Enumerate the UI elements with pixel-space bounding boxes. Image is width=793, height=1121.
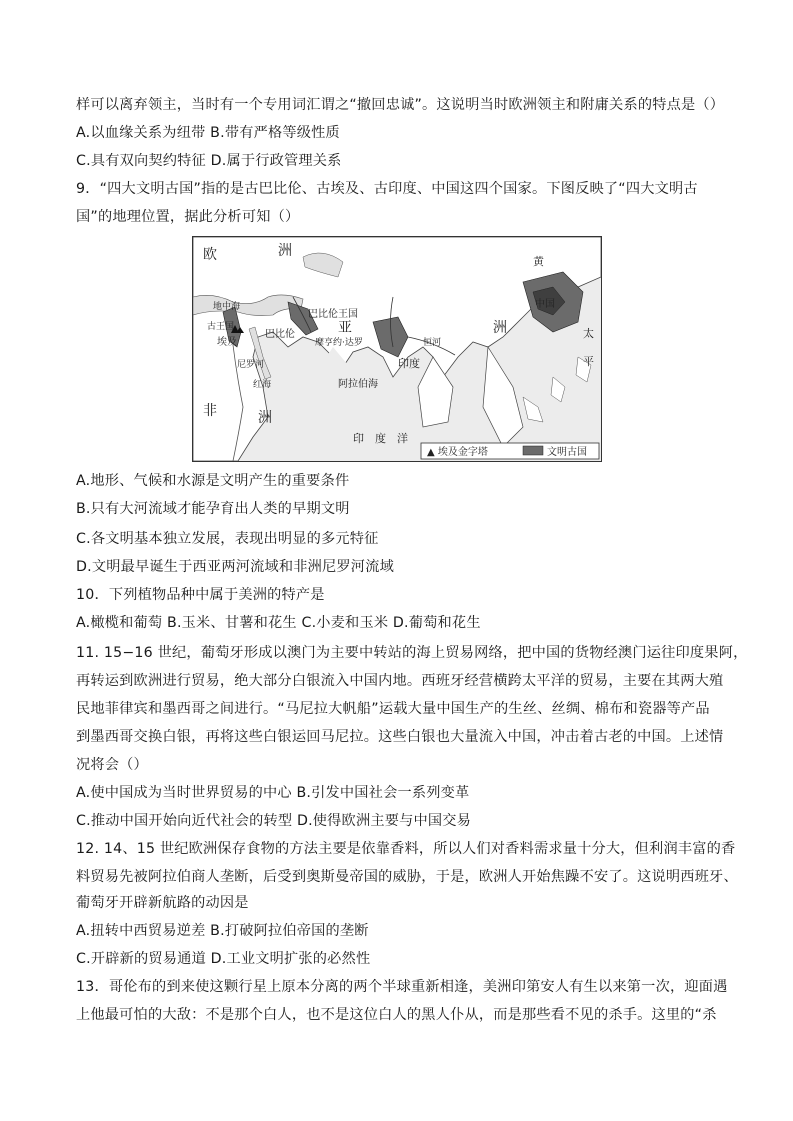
question-line: 13．哥伦布的到来使这颗行星上原本分离的两个半球重新相逢，美洲印第安人有生以来第一次，迎面遇 (76, 979, 728, 995)
label-africa: 非 (203, 403, 217, 419)
question-line: 葡萄牙开辟新航路的动因是 (76, 895, 249, 911)
question-line: 再转运到欧洲进行贸易，绝大部分白银流入中国内地。西班牙经营横跨太平洋的贸易，主要在其两大殖 (76, 673, 724, 689)
label-china: 中国 (535, 299, 555, 310)
legend-pyramid: ▲ 埃及金字塔 (427, 447, 488, 458)
label-red-sea: 红海 (253, 380, 272, 390)
label-pacific-2: 平 (583, 355, 594, 368)
label-asia-2: 洲 (493, 320, 507, 336)
question-line: 10．下列植物品种中属于美洲的特产是 (76, 587, 325, 603)
option-line: A.使中国成为当时世界贸易的中心 B.引发中国社会一系列变革 (76, 785, 470, 801)
legend-civilization: 文明古国 (547, 447, 587, 458)
label-europe-2: 洲 (278, 243, 292, 259)
label-egypt: 埃及 (217, 337, 237, 348)
option-line: A.以血缘关系为纽带 B.带有严格等级性质 (76, 125, 340, 141)
label-mohenjo-daro: 摩亨约·达罗 (315, 338, 363, 348)
question-line: 12. 14、15 世纪欧洲保存食物的方法主要是依靠香料，所以人们对香料需求量十分大，但利润丰富的香 (76, 841, 736, 857)
label-india: 印度 (398, 357, 420, 370)
question-line: 到墨西哥交换白银，再将这些白银运回马尼拉。这些白银也大量流入中国，冲击着古老的中国。上述情 (76, 729, 724, 745)
label-ganges: 恒河 (423, 338, 442, 348)
text-line: 样可以离弃领主，当时有一个专用词汇谓之“撤回忠诚”。这说明当时欧洲领主和附庸关系的特点是（） (76, 97, 725, 113)
question-line: 况将会（） (76, 757, 148, 773)
question-line: 国”的地理位置，据此分析可知（） (76, 209, 300, 225)
legend-civ-swatch (523, 446, 543, 455)
label-europe: 欧 (203, 247, 217, 263)
question-line: 上他最可怕的大敌：不是那个白人，也不是这位白人的黑人仆从，而是那些看不见的杀手。这里的“杀 (76, 1007, 717, 1023)
option-line: C.各文明基本独立发展，表现出明显的多元特征 (76, 531, 379, 547)
label-indian-ocean: 印 度 洋 (353, 432, 408, 445)
option-line: A.橄榄和葡萄 B.玉米、甘薯和花生 C.小麦和玉米 D.葡萄和花生 (76, 615, 481, 631)
label-pacific: 太 (583, 327, 594, 340)
option-line: D.文明最早诞生于西亚两河流域和非洲尼罗河流域 (76, 559, 394, 575)
label-ancient-kingdom: 古王国 (207, 322, 235, 332)
option-line: C.具有双向契约特征 D.属于行政管理关系 (76, 153, 342, 169)
label-mediterranean: 地中海 (213, 302, 241, 312)
question-line: 料贸易先被阿拉伯商人垄断，后受到奥斯曼帝国的威胁，于是，欧洲人开始焦躁不安了。这说明西班牙、 (76, 869, 738, 885)
map-graphic (193, 237, 601, 461)
label-babylon-kingdom: 巴比伦王国 (308, 309, 358, 320)
option-line: A.地形、气候和水源是文明产生的重要条件 (76, 473, 350, 489)
label-babylon: 巴比伦 (265, 329, 295, 340)
option-line: C.开辟新的贸易通道 D.工业文明扩张的必然性 (76, 951, 371, 967)
option-line: A.扭转中西贸易逆差 B.打破阿拉伯帝国的垄断 (76, 923, 369, 939)
label-arabian-sea: 阿拉伯海 (338, 379, 378, 390)
option-line: B.只有大河流域才能孕育出人类的早期文明 (76, 501, 350, 517)
question-line: 民地菲律宾和墨西哥之间进行。“马尼拉大帆船”运载大量中国生产的生丝、丝绸、棉布和瓷器等产品 (76, 701, 710, 717)
label-yellow-sea: 黄 (533, 255, 544, 268)
question-line: 11. 15−16 世纪，葡萄牙形成以澳门为主要中转站的海上贸易网络，把中国的货物经澳门运往印度果阿， (76, 645, 748, 661)
label-nile: 尼罗河 (237, 360, 265, 370)
option-line: C.推动中国开始向近代社会的转型 D.使得欧洲主要与中国交易 (76, 813, 472, 829)
civilization-map (192, 236, 602, 462)
label-africa-2: 洲 (258, 410, 272, 426)
label-asia: 亚 (338, 320, 352, 336)
question-line: 9．“四大文明古国”指的是古巴比伦、古埃及、古印度、中国这四个国家。下图反映了“四大文明古 (76, 181, 698, 197)
